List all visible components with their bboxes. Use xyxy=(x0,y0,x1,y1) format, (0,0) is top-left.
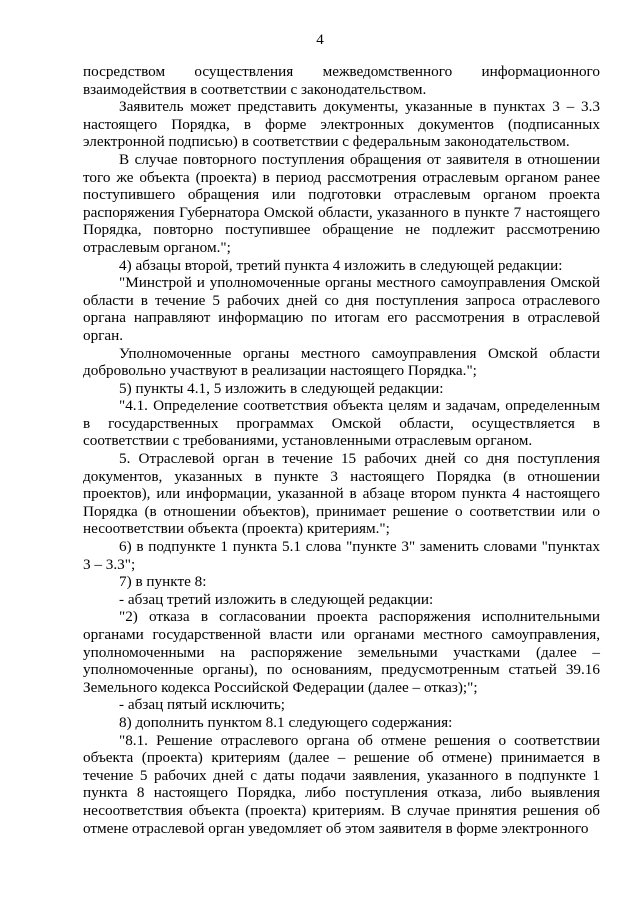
paragraph-7: 5) пункты 4.1, 5 изложить в следующей редакции: xyxy=(119,379,444,397)
paragraph-3: В случае повторного поступления обращения от заявителя в отношении того же объекта (проекта) в период рассмотрения отраслевым органом ранее поступившего обращения или подготовки отраслевым органом проекта распоряжения Губернатора Омской области, указанного в пункте 7 настоящего Порядка, повторно поступившее обращение не подлежит рассмотрению отраслевым органом."; xyxy=(83,150,600,256)
paragraph-2: Заявитель может представить документы, указанные в пунктах 3 – 3.3 настоящего Порядка, в форме электронных документов (подписанных электронной подписью) в соответствии с федеральным законодательством. xyxy=(83,98,600,151)
paragraph-16: "8.1. Решение отраслевого органа об отмене решения о соответствии объекта (проекта) критериям (далее – решение об отмене) принимается в течение 5 рабочих дней с даты подачи заявления, указанного в подпункте 1 пункта 8 настоящего Порядка, либо поступления отказа, либо выявления несоответствия объекта (проекта) критериям. В случае принятия решения об отмене отраслевой орган уведомляет об этом заявителя в форме электронного xyxy=(83,731,600,837)
paragraph-8: "4.1. Определение соответствия объекта целям и задачам, определенным в государственных программах Омской области, осуществляется в соответствии с требованиями, установленными отраслевым органом. xyxy=(83,397,600,450)
paragraph-12: - абзац третий изложить в следующей редакции: xyxy=(119,590,434,608)
document-body xyxy=(83,63,600,837)
paragraph-6: Уполномоченные органы местного самоуправления Омской области добровольно участвуют в реализации настоящего Порядка."; xyxy=(83,344,600,380)
paragraph-4: 4) абзацы второй, третий пункта 4 изложить в следующей редакции: xyxy=(119,256,563,274)
paragraph-5: "Минстрой и уполномоченные органы местного самоуправления Омской области в течение 5 рабочих дней со дня поступления запроса отраслевого органа направляют информацию по итогам его рассмотрения в отраслевой орган. xyxy=(83,274,600,344)
paragraph-9: 5. Отраслевой орган в течение 15 рабочих дней со дня поступления документов, указанных в пункте 3 настоящего Порядка (в отношении проектов), или информации, указанной в абзаце втором пункта 4 настоящего Порядка (в отношении объектов), принимает решение о соответствии или о несоответствии объекта (проекта) критериям."; xyxy=(83,450,600,538)
paragraph-15: 8) дополнить пунктом 8.1 следующего содержания: xyxy=(119,713,453,731)
paragraph-1: посредством осуществления межведомственного информационного взаимодействия в соответствии с законодательством. xyxy=(83,63,600,98)
paragraph-14: - абзац пятый исключить; xyxy=(119,696,286,714)
page-number: 4 xyxy=(316,32,324,48)
paragraph-13: "2) отказа в согласовании проекта распоряжения исполнительными органами государственной власти или органами местного самоуправления, уполномоченными на распоряжение земельными участками (далее – уполномоченные органы), по основаниям, предусмотренным статьей 39.16 Земельного кодекса Российской Федерации (далее – отказ);"; xyxy=(83,608,600,696)
paragraph-11: 7) в пункте 8: xyxy=(119,573,207,591)
paragraph-10: 6) в подпункте 1 пункта 5.1 слова "пункте 3" заменить словами "пунктах 3 – 3.3"; xyxy=(83,538,600,573)
